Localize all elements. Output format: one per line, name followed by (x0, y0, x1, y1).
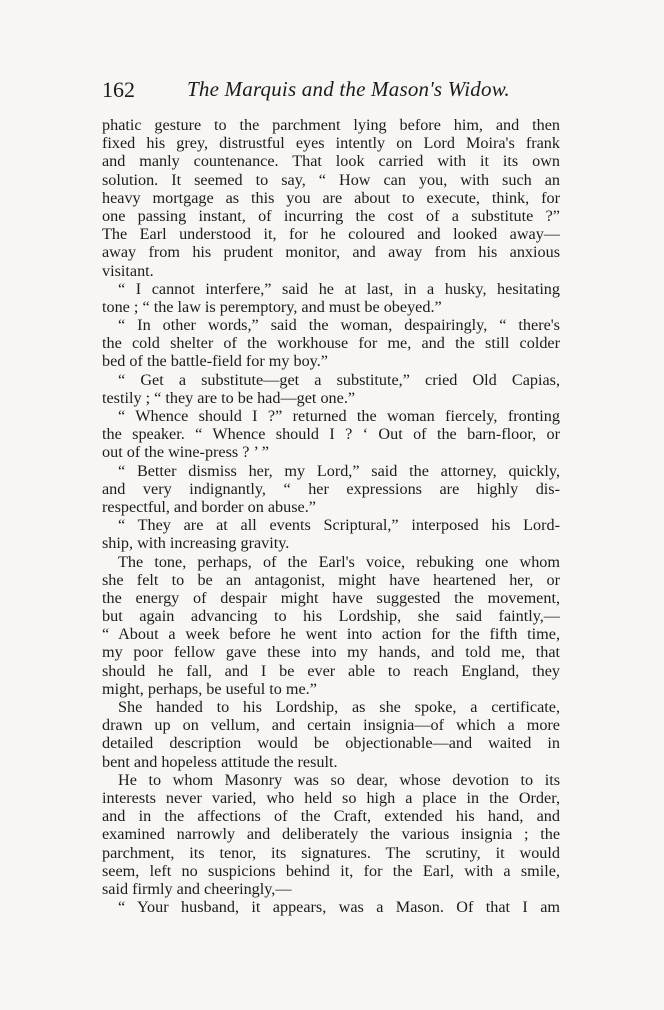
body-text (102, 116, 560, 916)
text-line: “ I cannot interfere,” said he at last, in a husky, hesitating (118, 279, 560, 298)
text-line: “ In other words,” said the woman, despairingly, “ there's (118, 316, 560, 335)
text-line: tone ; “ the law is peremptory, and must be obeyed.” (102, 297, 442, 316)
text-line: and very indignantly, “ her expressions are highly dis- (102, 479, 560, 498)
text-line: ship, with increasing gravity. (102, 534, 290, 553)
text-line: might, perhaps, be useful to me.” (102, 679, 317, 698)
text-line: testily ; “ they are to be had—get one.” (102, 388, 356, 407)
text-line: The tone, perhaps, of the Earl's voice, rebuking one whom (118, 552, 560, 571)
text-line: He to whom Masonry was so dear, whose devotion to its (118, 770, 560, 789)
text-line: drawn up on vellum, and certain insignia—of which a more (102, 716, 560, 735)
text-line: examined narrowly and deliberately the various insignia ; the (102, 825, 560, 844)
text-line: bed of the battle-field for my boy.” (102, 352, 328, 371)
text-line: “ About a week before he went into action for the fifth time, (102, 625, 560, 644)
text-line: “ Whence should I ?” returned the woman fiercely, fronting (118, 407, 560, 425)
text-line: and in the affections of the Craft, extended his hand, and (102, 807, 560, 826)
text-line: solution. It seemed to say, “ How can you, with such an (102, 170, 560, 189)
text-line: seem, left no suspicions behind it, for the Earl, with a smile, (102, 861, 560, 880)
text-line: said firmly and cheeringly,— (102, 879, 292, 898)
text-line: should he fall, and I be ever able to reach England, they (102, 661, 560, 680)
text-line: “ Get a substitute—get a substitute,” cried Old Capias, (118, 370, 560, 389)
text-line: but again advancing to his Lordship, she said faintly,— (102, 607, 560, 626)
text-line: the cold shelter of the workhouse for me, and the still colder (102, 334, 560, 353)
text-line: the energy of despair might have suggested the movement, (102, 588, 560, 607)
text-line: respectful, and border on abuse.” (102, 497, 316, 516)
text-line: heavy mortgage as this you are about to execute, think, for (102, 188, 560, 207)
text-line: phatic gesture to the parchment lying before him, and then (102, 116, 560, 134)
text-line: fixed his grey, distrustful eyes intently on Lord Moira's frank (102, 134, 560, 153)
text-line: one passing instant, of incurring the cost of a substitute ?” (102, 206, 560, 225)
text-line: she felt to be an antagonist, might have heartened her, or (102, 570, 560, 589)
text-line: “ Your husband, it appears, was a Mason. Of that I am (118, 898, 560, 917)
text-line: “ They are at all events Scriptural,” interposed his Lord- (118, 516, 560, 535)
running-title: The Marquis and the Mason's Widow. (187, 77, 510, 101)
text-line: the speaker. “ Whence should I ? ‘ Out of the barn-floor, or (102, 425, 560, 444)
text-line: parchment, its tenor, its signatures. The scrutiny, it would (102, 843, 560, 862)
text-line: out of the wine-press ? ’ ” (102, 443, 269, 462)
text-line: and manly countenance. That look carried with it its own (102, 152, 560, 171)
page-number: 162 (102, 77, 135, 102)
text-line: She handed to his Lordship, as she spoke, a certificate, (118, 698, 560, 716)
text-line: “ Better dismiss her, my Lord,” said the attorney, quickly, (118, 461, 560, 480)
text-line: visitant. (102, 261, 154, 280)
text-line: detailed description would be objectionable—and waited in (102, 734, 560, 753)
text-line: my poor fellow gave these into my hands, and told me, that (102, 643, 560, 662)
text-line: The Earl understood it, for he coloured and looked away— (102, 225, 560, 244)
page-header (102, 77, 560, 105)
text-line: interests never varied, who held so high a place in the Order, (102, 788, 560, 807)
text-line: away from his prudent monitor, and away from his anxious (102, 243, 560, 262)
text-line: bent and hopeless attitude the result. (102, 752, 338, 771)
